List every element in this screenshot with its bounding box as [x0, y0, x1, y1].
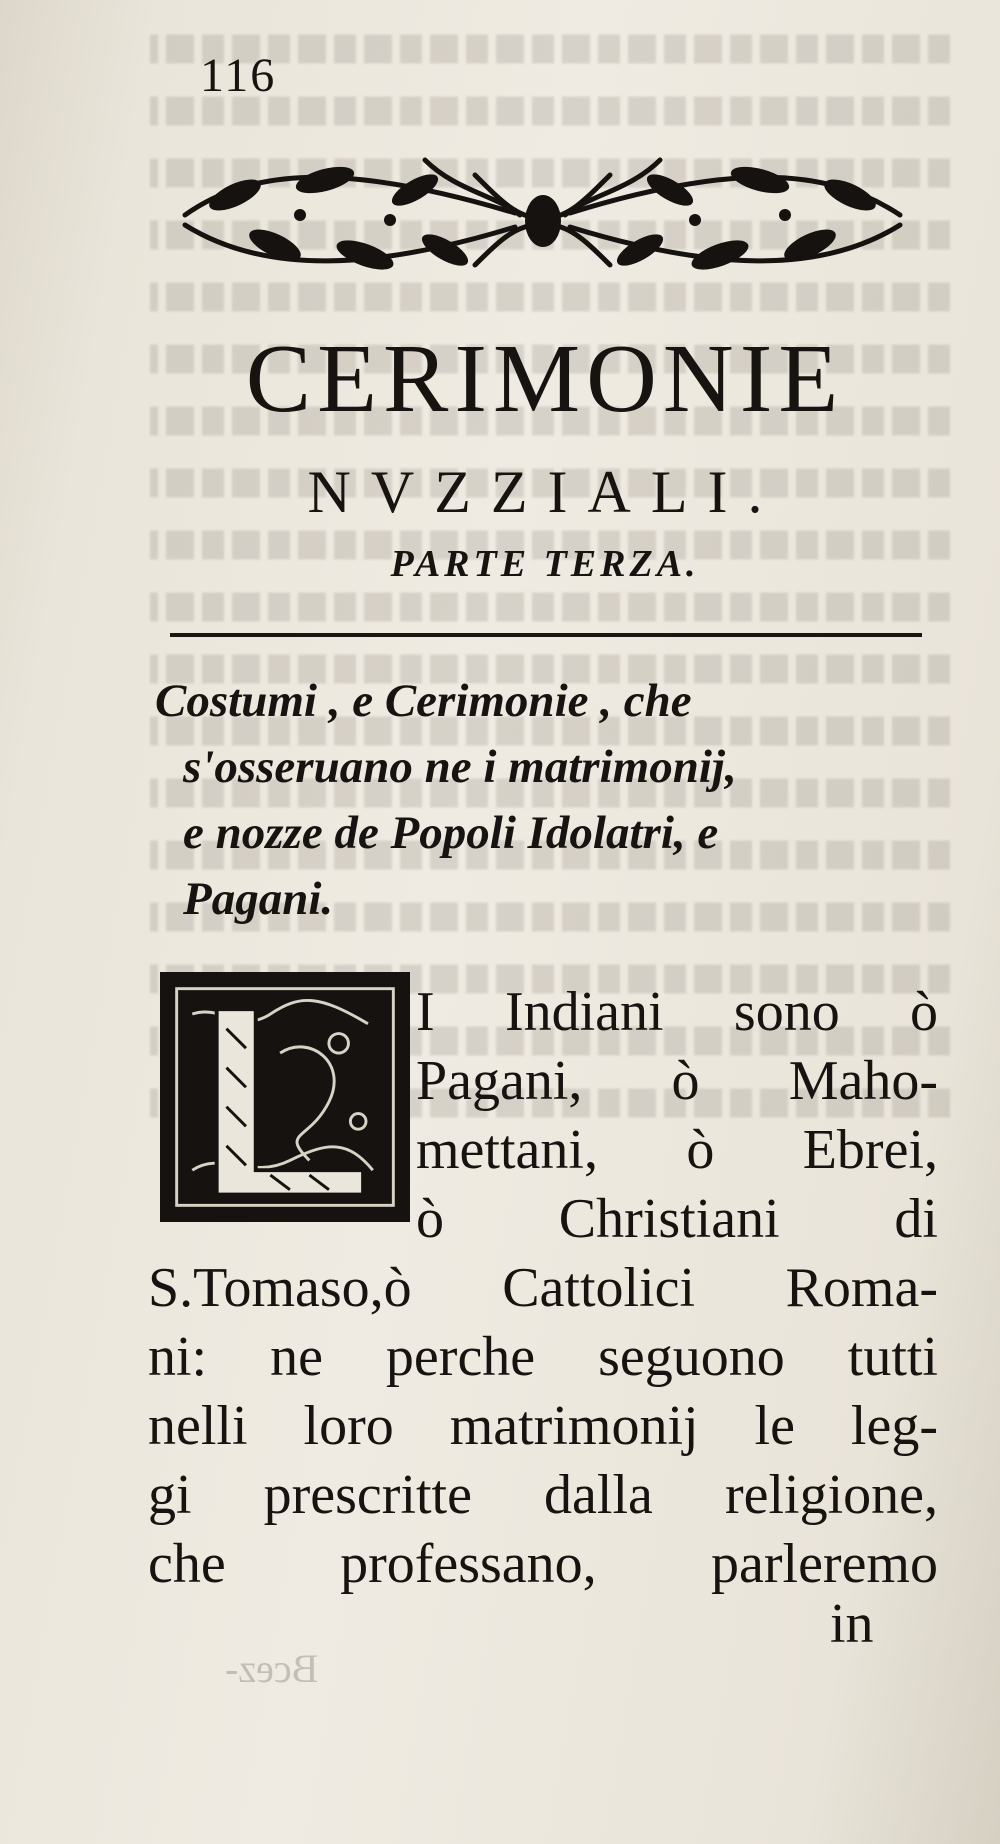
- body-line: nelli loro matrimonij le leg-: [148, 1395, 938, 1457]
- summary-line: s'osseruano ne i matrimonij,: [183, 741, 737, 793]
- body-line: gi prescritte dalla religione,: [148, 1464, 938, 1526]
- summary-line: Pagani.: [183, 873, 334, 925]
- body-line: S.Tomaso,ò Cattolici Roma-: [148, 1257, 938, 1319]
- title-part: PARTE TERZA.: [390, 543, 700, 585]
- page-number: 116: [200, 49, 277, 102]
- body-line: mettani, ò Ebrei,: [416, 1119, 938, 1181]
- chapter-summary: [155, 668, 935, 932]
- title-main: CERIMONIE: [245, 325, 845, 433]
- summary-line: e nozze de Popoli Idolatri, e: [183, 807, 719, 859]
- body-line: I Indiani sono ò: [416, 981, 938, 1043]
- body-line: Pagani, ò Maho-: [416, 1050, 938, 1112]
- title-sub: NVZZIALI.: [307, 459, 783, 525]
- body-line: ò Christiani di: [416, 1188, 938, 1250]
- body-line: ni: ne perche seguono tutti: [148, 1326, 938, 1388]
- summary-line: Costumi , e Cerimonie , che: [155, 675, 692, 727]
- body-line: che professano, parleremo: [148, 1533, 938, 1595]
- body-text: [148, 978, 938, 1599]
- catchword: in: [830, 1593, 874, 1655]
- horizontal-rule: [170, 633, 922, 637]
- bleed-through-mark: Bcez-: [225, 1646, 319, 1691]
- floral-headpiece-ornament: [175, 135, 910, 290]
